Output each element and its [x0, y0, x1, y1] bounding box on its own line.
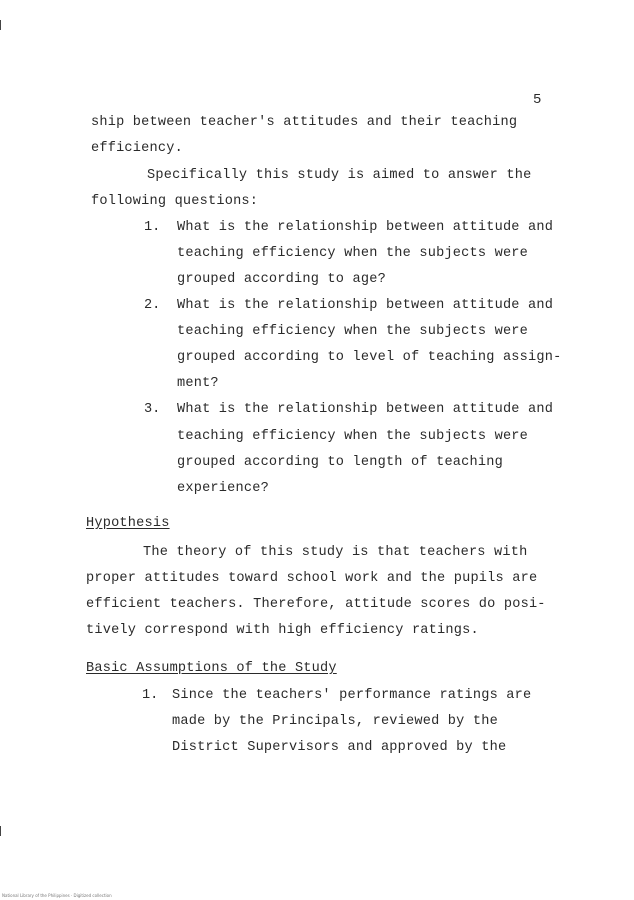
- intro-line: following questions:: [91, 194, 259, 209]
- page-number: 5: [533, 92, 542, 108]
- intro-line: Specifically this study is aimed to answer the: [147, 168, 532, 183]
- hypothesis-line: efficient teachers. Therefore, attitude scores do posi-: [86, 597, 546, 612]
- question-line: What is the relationship between attitude and: [177, 402, 554, 417]
- question-line: teaching efficiency when the subjects were: [177, 324, 529, 339]
- question-number: 2.: [144, 298, 161, 313]
- question-line: What is the relationship between attitude and: [177, 220, 554, 235]
- hypothesis-line: The theory of this study is that teachers with: [143, 545, 528, 560]
- section-heading-assumptions: Basic Assumptions of the Study: [86, 661, 337, 676]
- section-heading-hypothesis: Hypothesis: [86, 516, 170, 531]
- intro-line: ship between teacher's attitudes and their teaching: [91, 115, 518, 130]
- question-line: experience?: [177, 481, 269, 496]
- question-number: 1.: [144, 220, 161, 235]
- question-line: ment?: [177, 376, 219, 391]
- scan-edge-mark: [0, 826, 1, 836]
- question-line: grouped according to age?: [177, 272, 386, 287]
- question-line: grouped according to level of teaching assign-: [177, 350, 562, 365]
- question-line: teaching efficiency when the subjects were: [177, 429, 529, 444]
- hypothesis-line: tively correspond with high efficiency ratings.: [86, 623, 479, 638]
- assumption-line: District Supervisors and approved by the: [172, 740, 507, 755]
- hypothesis-line: proper attitudes toward school work and the pupils are: [86, 571, 538, 586]
- assumption-line: made by the Principals, reviewed by the: [172, 714, 498, 729]
- question-line: grouped according to length of teaching: [177, 455, 503, 470]
- scan-edge-mark: [0, 20, 1, 30]
- question-line: What is the relationship between attitude and: [177, 298, 554, 313]
- assumption-number: 1.: [142, 688, 159, 703]
- question-number: 3.: [144, 402, 161, 417]
- question-line: teaching efficiency when the subjects were: [177, 246, 529, 261]
- assumption-line: Since the teachers' performance ratings are: [172, 688, 532, 703]
- scan-footer: National Library of the Philippines · Digitized collection: [2, 893, 112, 898]
- intro-line: efficiency.: [91, 141, 183, 156]
